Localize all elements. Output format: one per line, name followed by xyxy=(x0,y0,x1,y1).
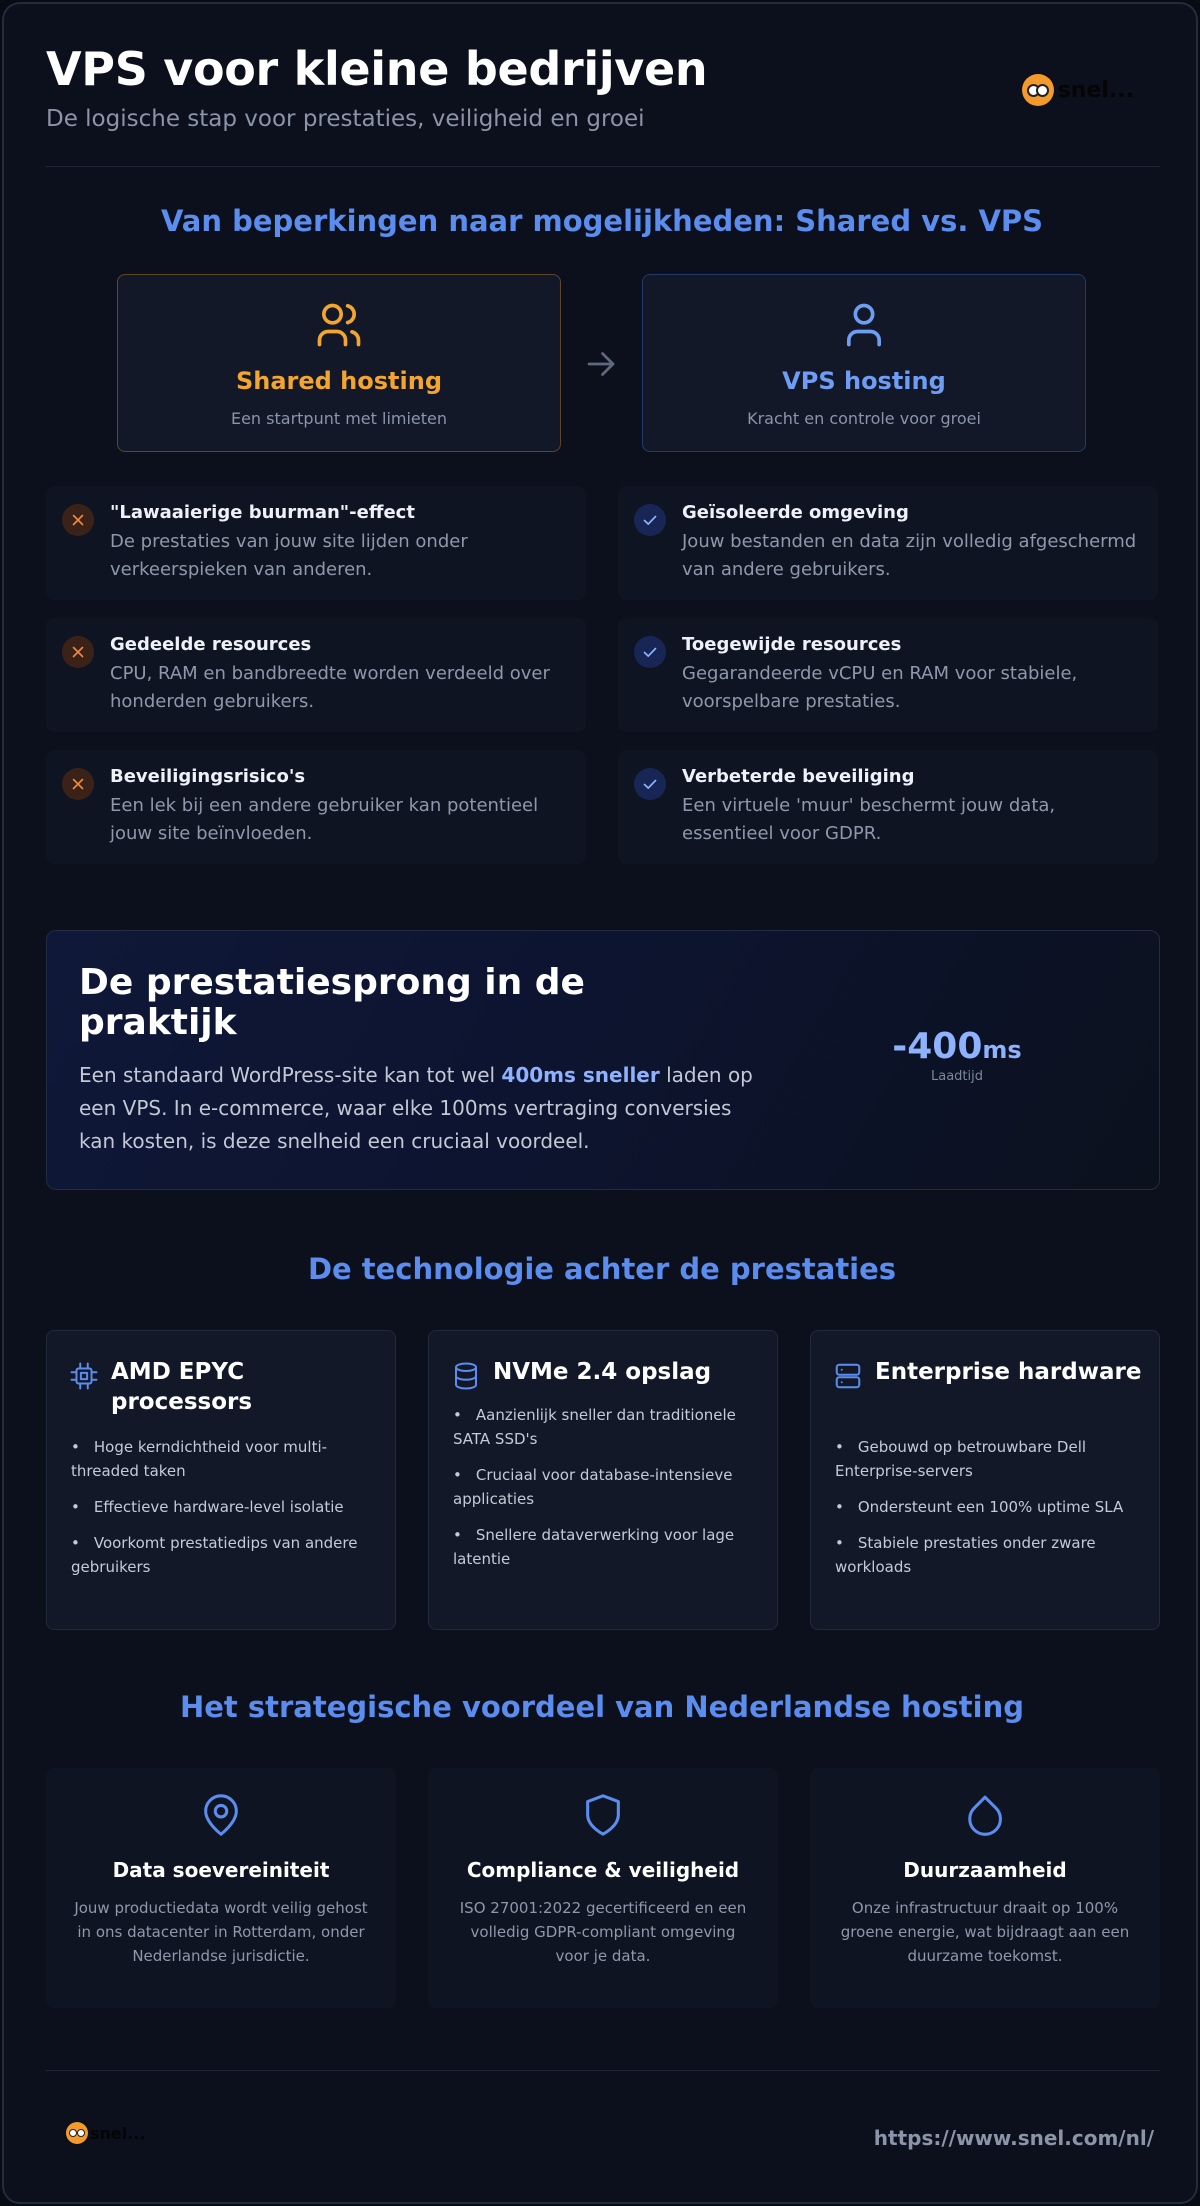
list-item: • Effectieve hardware-level isolatie xyxy=(71,1495,381,1519)
shared-point-title: "Lawaaierige buurman"-effect xyxy=(110,502,415,523)
tech-card-title: AMD EPYC processors xyxy=(111,1359,253,1415)
vps-point-title: Verbeterde beveiliging xyxy=(682,766,915,787)
brand-logo-text: snel... xyxy=(1057,77,1134,103)
shared-point-title: Gedeelde resources xyxy=(110,634,312,655)
load-time-stat xyxy=(837,1026,1077,1084)
tech-card xyxy=(810,1330,1160,1630)
cpu-icon xyxy=(69,1361,99,1391)
owl-logo-icon xyxy=(1022,74,1054,106)
shared-point-title: Beveiligingsrisico's xyxy=(110,766,306,787)
performance-body: Een standaard WordPress-site kan tot wel 400ms sneller laden op een VPS. In e-commerce, waar elke 100ms vertraging conversies kan kosten, is deze snelheid een cruciaal voordeel. xyxy=(79,1063,753,1153)
tech-card xyxy=(46,1330,396,1630)
dutch-hosting-section-title: Het strategische voordeel van Nederlandse hosting xyxy=(179,1690,1025,1724)
vps-hosting-card xyxy=(642,274,1086,452)
list-item: • Snellere dataverwerking voor lage latentie xyxy=(453,1523,763,1571)
dutch-hosting-card-title: Data soevereiniteit xyxy=(112,1858,330,1882)
tech-card-list xyxy=(71,1435,381,1591)
vps-hosting-name: VPS hosting xyxy=(782,367,946,395)
shared-point-desc: Een lek bij een andere gebruiker kan potentieel jouw site beïnvloeden. xyxy=(110,795,539,844)
check-icon xyxy=(634,504,666,536)
tech-card xyxy=(428,1330,778,1630)
vps-point xyxy=(618,486,1158,600)
dutch-hosting-card xyxy=(810,1768,1160,2008)
shield-icon xyxy=(580,1792,626,1838)
shared-hosting-desc: Een startpunt met limieten xyxy=(230,409,448,428)
page-title: VPS voor kleine bedrijven xyxy=(46,42,708,96)
footer-logo[interactable] xyxy=(66,2122,145,2144)
header xyxy=(46,42,1160,172)
users-icon xyxy=(313,299,365,351)
vps-hosting-desc: Kracht en controle voor groei xyxy=(747,409,981,428)
dutch-hosting-card-desc: ISO 27001:2022 gecertificeerd en een volledig GDPR-compliant omgeving voor je data. xyxy=(459,1899,747,1965)
list-item: • Ondersteunt een 100% uptime SLA xyxy=(835,1495,1145,1519)
user-icon xyxy=(838,299,890,351)
divider xyxy=(46,166,1160,167)
tech-card-title: NVMe 2.4 opslag xyxy=(493,1359,712,1385)
list-item: • Voorkomt prestatiedips van andere gebruikers xyxy=(71,1531,381,1579)
x-icon xyxy=(62,504,94,536)
map-pin-icon xyxy=(198,1792,244,1838)
page-subtitle: De logische stap voor prestaties, veiligheid en groei xyxy=(46,106,645,132)
owl-logo-icon xyxy=(66,2122,88,2144)
load-time-value: -400ms xyxy=(892,1026,1022,1067)
vps-point-desc: Jouw bestanden en data zijn volledig afgeschermd van andere gebruikers. xyxy=(682,531,1137,580)
server-icon xyxy=(833,1361,863,1391)
shared-hosting-card xyxy=(117,274,561,452)
shared-point xyxy=(46,750,586,864)
list-item: • Stabiele prestaties onder zware workloads xyxy=(835,1531,1145,1579)
check-icon xyxy=(634,636,666,668)
list-item: • Gebouwd op betrouwbare Dell Enterprise-servers xyxy=(835,1435,1145,1483)
dutch-hosting-card-desc: Onze infrastructuur draait op 100% groene energie, wat bijdraagt aan een duurzame toekomst. xyxy=(840,1899,1130,1965)
dutch-hosting-card xyxy=(46,1768,396,2008)
load-time-label: Laadtijd xyxy=(931,1069,983,1084)
check-icon xyxy=(634,768,666,800)
tech-card-list xyxy=(835,1435,1145,1591)
brand-logo[interactable] xyxy=(1022,74,1134,106)
list-item: • Cruciaal voor database-intensieve applicaties xyxy=(453,1463,763,1511)
x-icon xyxy=(62,636,94,668)
shared-point xyxy=(46,618,586,732)
droplet-icon xyxy=(962,1792,1008,1838)
x-icon xyxy=(62,768,94,800)
performance-title: De prestatiesprong in de praktijk xyxy=(79,962,585,1043)
dutch-hosting-card-title: Duurzaamheid xyxy=(903,1858,1067,1882)
vps-point-desc: Gegarandeerde vCPU en RAM voor stabiele, voorspelbare prestaties. xyxy=(682,663,1078,712)
dutch-hosting-card-desc: Jouw productiedata wordt veilig gehost in ons datacenter in Rotterdam, onder Nederlandse jurisdictie. xyxy=(74,1899,368,1965)
database-icon xyxy=(451,1361,481,1391)
dutch-hosting-card xyxy=(428,1768,778,2008)
tech-card-list xyxy=(453,1403,763,1583)
vps-point xyxy=(618,618,1158,732)
performance-highlight: 400ms sneller xyxy=(501,1063,660,1087)
technology-section-title: De technologie achter de prestaties xyxy=(307,1252,897,1286)
load-time-unit: ms xyxy=(982,1036,1022,1064)
dutch-hosting-card-title: Compliance & veiligheid xyxy=(466,1858,740,1882)
shared-point xyxy=(46,486,586,600)
list-item: • Aanzienlijk sneller dan traditionele SATA SSD's xyxy=(453,1403,763,1451)
footer-logo-text: snel... xyxy=(90,2123,146,2143)
shared-point-desc: De prestaties van jouw site lijden onder verkeerspieken van anderen. xyxy=(110,531,468,580)
performance-panel xyxy=(46,930,1160,1190)
vps-point-desc: Een virtuele 'muur' beschermt jouw data, essentieel voor GDPR. xyxy=(682,795,1056,844)
compare-section-title: Van beperkingen naar mogelijkheden: Shared vs. VPS xyxy=(160,204,1044,238)
vps-point xyxy=(618,750,1158,864)
shared-point-desc: CPU, RAM en bandbreedte worden verdeeld over honderden gebruikers. xyxy=(110,663,550,712)
footer-url-link[interactable]: https://www.snel.com/nl/ xyxy=(873,2126,1154,2150)
arrow-right-icon xyxy=(583,346,619,382)
footer-divider xyxy=(46,2070,1160,2071)
tech-card-title: Enterprise hardware xyxy=(875,1359,1142,1385)
shared-hosting-name: Shared hosting xyxy=(235,367,443,395)
vps-point-title: Toegewijde resources xyxy=(682,634,902,655)
list-item: • Hoge kerndichtheid voor multi-threaded taken xyxy=(71,1435,381,1483)
vps-point-title: Geïsoleerde omgeving xyxy=(682,502,909,523)
infographic xyxy=(2,2,1198,2204)
